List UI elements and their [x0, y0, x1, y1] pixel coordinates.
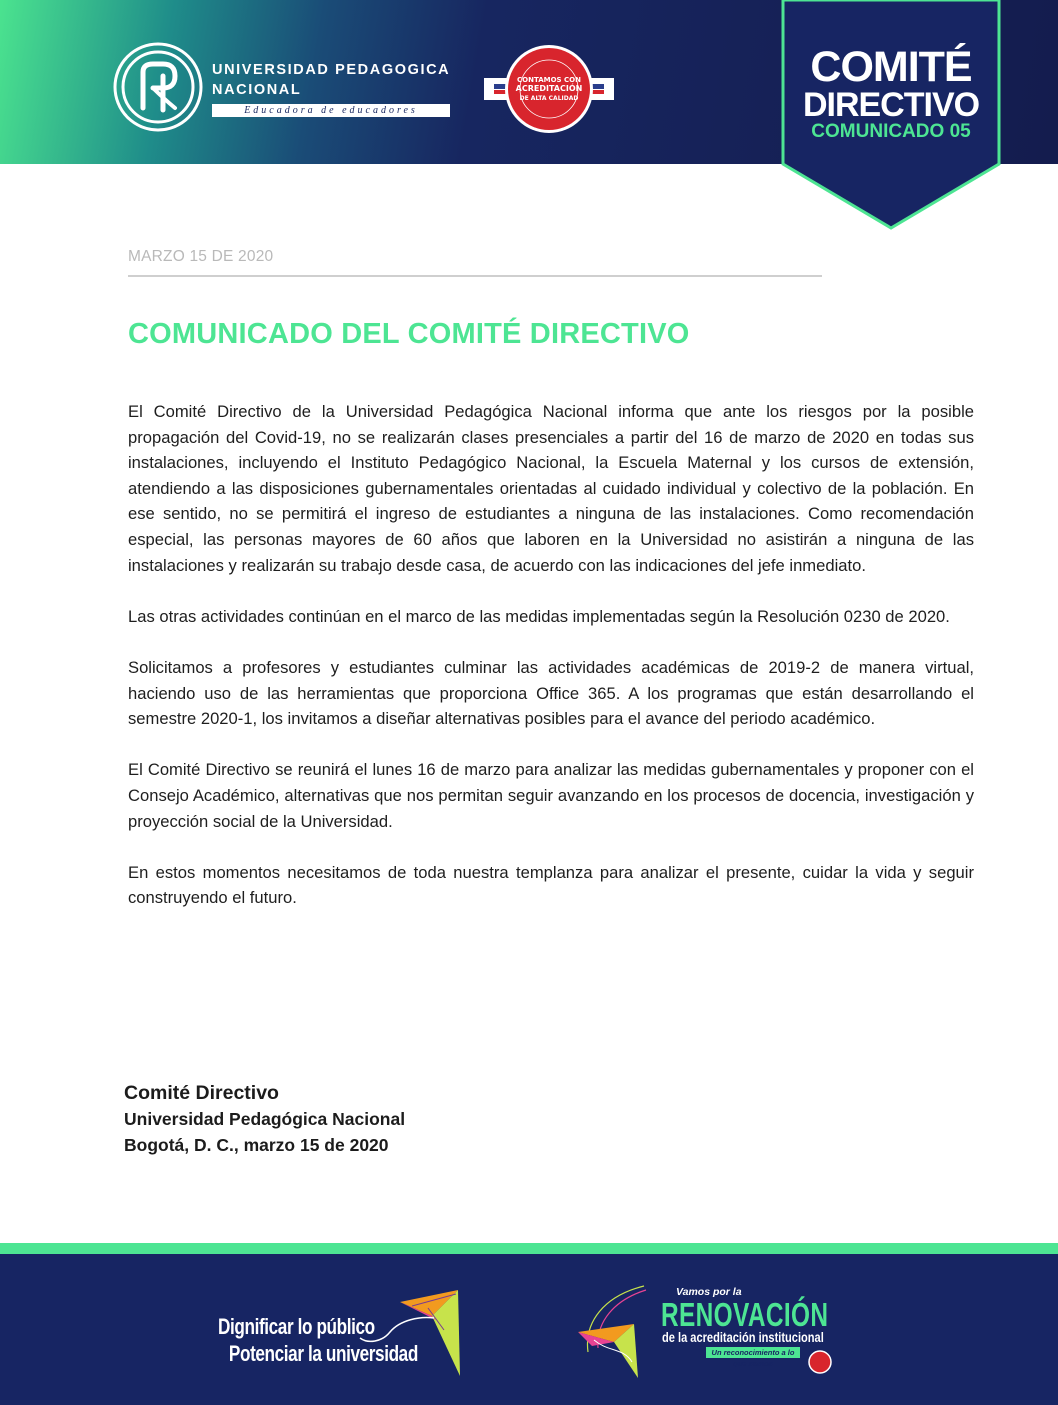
- date-divider: [128, 275, 822, 277]
- university-motto: Educadora de educadores: [212, 104, 450, 117]
- signature-block: [124, 1080, 405, 1158]
- footer-slogan-line1: Dignificar lo público: [218, 1314, 375, 1339]
- signature-line2: Universidad Pedagógica Nacional: [124, 1109, 406, 1129]
- university-name-line2: NACIONAL: [212, 82, 302, 98]
- seal-line3: DE ALTA CALIDAD: [519, 95, 579, 102]
- document-date: MARZO 15 DE 2020: [128, 248, 274, 265]
- university-logo: [113, 42, 203, 132]
- document-body: [128, 399, 974, 936]
- badge-line1: COMITÉ: [810, 43, 972, 91]
- university-name-line1: UNIVERSIDAD PEDAGOGICA: [212, 62, 451, 78]
- university-name: [212, 60, 450, 100]
- paragraph: Solicitamos a profesores y estudiantes culminar las actividades académicas de 2019-2 de manera virtual, haciendo uso de las herramientas que proporciona Office 365. A los programas que están desarrollando el semestre 2020-1, los invitamos a diseñar alternativas posibles para el avance del periodo académico.: [128, 657, 974, 729]
- seal-line2: ACREDITACIÓN: [515, 84, 583, 93]
- renov-tagline: Un reconocimiento a lo que somos: [706, 1347, 800, 1358]
- comite-badge: [780, 0, 1002, 232]
- badge-line3: COMUNICADO 05: [811, 121, 971, 142]
- signature-line1: Comité Directivo: [124, 1082, 279, 1104]
- kite-icon: [340, 1286, 470, 1378]
- seal-line1: CONTAMOS CON: [517, 76, 581, 84]
- signature-line3: Bogotá, D. C., marzo 15 de 2020: [124, 1135, 389, 1155]
- paragraph: Las otras actividades continúan en el marco de las medidas implementadas según la Resolución 0230 de 2020.: [128, 606, 950, 626]
- renov-intro: Vamos por la: [676, 1286, 742, 1298]
- page-footer: [0, 1254, 1058, 1405]
- footer-slogan-line2: Potenciar la universidad: [228, 1341, 418, 1366]
- renov-subtitle: de la acreditación institucional: [662, 1330, 824, 1345]
- footer-stripe: [0, 1243, 1058, 1254]
- renov-title: RENOVACIÓN: [661, 1296, 829, 1333]
- paragraph: El Comité Directivo se reunirá el lunes 16 de marzo para analizar las medidas gubernamentales y proponer con el Consejo Académico, alternativas que nos permitan seguir avanzando en los procesos de docencia, investigación y proyección social de la Universidad.: [128, 760, 974, 831]
- document-title: COMUNICADO DEL COMITÉ DIRECTIVO: [128, 318, 690, 350]
- badge-line2: DIRECTIVO: [802, 86, 980, 124]
- accreditation-seal: [484, 44, 614, 134]
- paragraph: En estos momentos necesitamos de toda nuestra templanza para analizar el presente, cuidar la vida y seguir construyendo el futuro.: [128, 862, 974, 908]
- paragraph: El Comité Directivo de la Universidad Pedagógica Nacional informa que ante los riesgos por la posible propagación del Covid-19, no se realizarán clases presenciales a partir del 16 de marzo de 2020 en todas sus instalaciones, incluyendo el Instituto Pedagógico Nacional, la Escuela Maternal y los cursos de extensión, atendiendo a las disposiciones gubernamentales orientadas al cuidado individual y colectivo de la población. En ese sentido, no se permitirá el ingreso de estudiantes a ninguna de las instalaciones. Como recomendación especial, las personas mayores de 60 años que laboren en la Universidad no asistirán a ninguna de las instalaciones y realizarán su trabajo desde casa, de acuerdo con las indicaciones del jefe inmediato.: [128, 402, 974, 575]
